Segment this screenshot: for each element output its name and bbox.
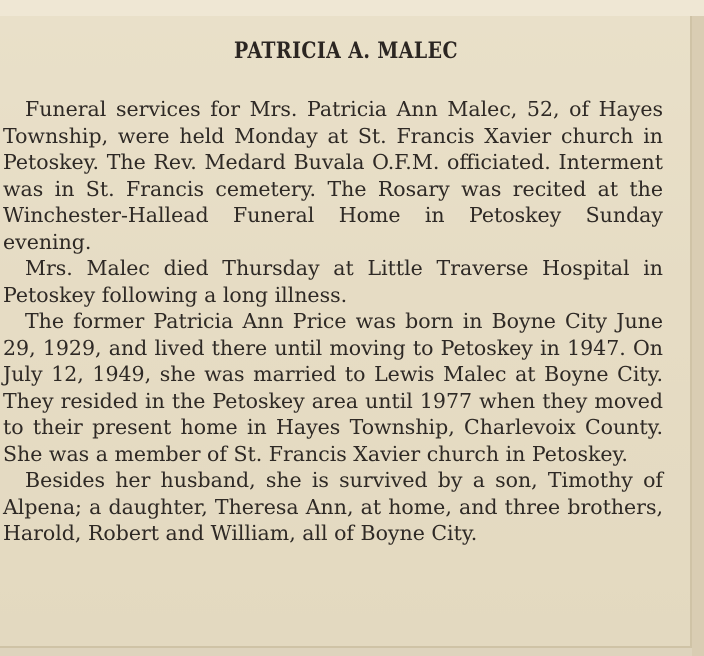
paper-edge-top: [0, 0, 704, 16]
paper-edge-right: [692, 16, 704, 656]
obituary-headline: PATRICIA A. MALEC: [234, 38, 458, 64]
obituary-paragraph-death: Mrs. Malec died Thursday at Little Traverse Hospital in Petoskey following a long illness.: [3, 256, 663, 307]
obituary-paragraph-biography: The former Patricia Ann Price was born in Boyne City June 29, 1929, and lived there until moving to Petoskey in 1947. On July 12, 1949, she was married to Lewis Malec at Boyne City. They resided in the Petoskey area until 1977 when they moved to their present home in Hayes Township, Charlevoix County. She was a member of St. Francis Xavier church in Petoskey.: [3, 309, 663, 466]
obituary-paragraph-services: Funeral services for Mrs. Patricia Ann Malec, 52, of Hayes Township, were held Monday at St. Francis Xavier church in Petoskey. The Rev. Medard Buvala O.F.M. officiated. Interment was in St. Francis cemetery. The Rosary was recited at the Winchester-Hallead Funeral Home in Petoskey Sunday evening.: [3, 97, 663, 254]
obituary-body: [3, 96, 663, 547]
obituary-paragraph-survivors: Besides her husband, she is survived by a son, Timothy of Alpena; a daughter, Theresa Ann, at home, and three brothers, Harold, Robert and William, all of Boyne City.: [3, 468, 663, 545]
obituary-clipping: [0, 16, 692, 648]
